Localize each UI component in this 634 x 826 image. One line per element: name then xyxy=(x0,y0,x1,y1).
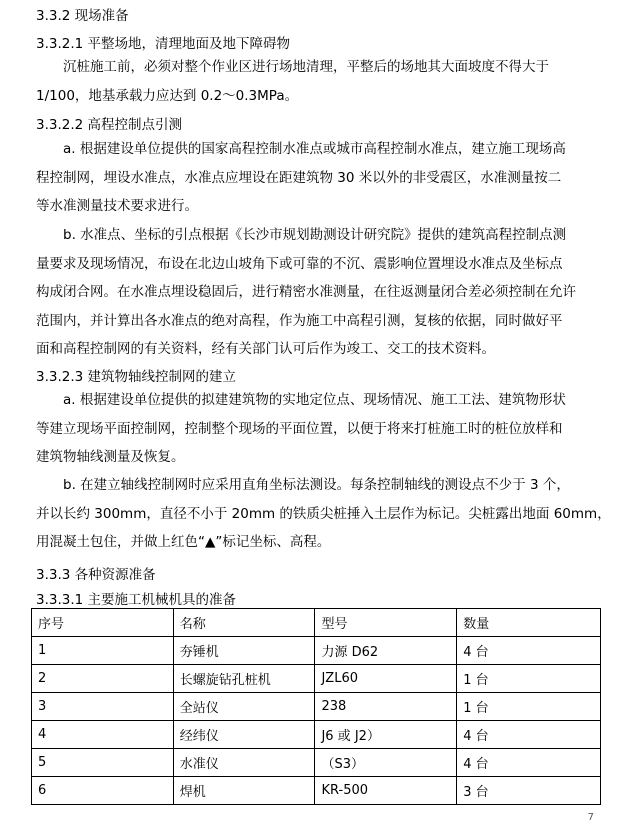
table-header-cell: 数量 xyxy=(457,609,601,637)
table-cell: 全站仪 xyxy=(173,693,315,721)
paragraph-line: 并以长约 300mm，直径不小于 20mm 的铁质尖桩捶入土层作为标记。尖桩露出地面 60mm， xyxy=(36,505,611,522)
table-cell: 焊机 xyxy=(173,777,315,805)
paragraph-line: b. 水准点、坐标的引点根据《长沙市规划勘测设计研究院》提供的建筑高程控制点测 xyxy=(63,227,567,243)
table-row xyxy=(32,665,601,693)
paragraph-line: 1/100，地基承载力应达到 0.2～0.3MPa。 xyxy=(36,87,299,104)
table-cell: KR-500 xyxy=(315,777,457,805)
table-cell: 2 xyxy=(32,665,174,693)
table-cell: 5 xyxy=(32,749,174,777)
table-row xyxy=(32,777,601,805)
table-row xyxy=(32,637,601,665)
table-cell: 4 台 xyxy=(457,721,601,749)
table-row xyxy=(32,721,601,749)
paragraph-axis-network-b xyxy=(36,471,611,557)
heading-3-3-2-1: 3.3.2.1 平整场地，清理地面及地下障碍物 xyxy=(36,36,291,52)
heading-3-3-2-2: 3.3.2.2 高程控制点引测 xyxy=(36,117,183,133)
paragraph-axis-network-a xyxy=(36,386,600,472)
paragraph-line: 程控制网，埋设水准点，水准点应埋设在距建筑物 30 米以外的非受震区，水准测量按二 xyxy=(36,169,562,186)
table-cell: 4 台 xyxy=(457,637,601,665)
paragraph-line: 面和高程控制网的有关资料，经有关部门认可后作为竣工、交工的技术资料。 xyxy=(36,341,495,357)
table-row xyxy=(32,749,601,777)
table-cell: 4 台 xyxy=(457,749,601,777)
paragraph-line: b. 在建立轴线控制网时应采用直角坐标法测设。每条控制轴线的测设点不少于 3 个， xyxy=(63,477,570,493)
paragraph-line: 沉桩施工前，必须对整个作业区进行场地清理，平整后的场地其大面坡度不得大于 xyxy=(63,59,549,75)
paragraph-line: a. 根据建设单位提供的国家高程控制水准点或城市高程控制水准点，建立施工现场高 xyxy=(63,141,566,157)
table-cell: （S3） xyxy=(315,749,457,777)
table-cell: 力源 D62 xyxy=(315,637,457,665)
paragraph-line: 用混凝土包住，并做上红色“▲”标记坐标、高程。 xyxy=(36,534,331,550)
paragraph-line: 等水准测量技术要求进行。 xyxy=(36,198,198,214)
heading-3-3-3-1: 3.3.3.1 主要施工机械机具的准备 xyxy=(36,592,237,608)
heading-3-3-3: 3.3.3 各种资源准备 xyxy=(36,567,156,583)
table-cell: 1 台 xyxy=(457,665,601,693)
paragraph-elevation-control-a xyxy=(36,135,600,221)
table-cell: 1 台 xyxy=(457,693,601,721)
paragraph-line: 等建立现场平面控制网，控制整个现场的平面位置，以便于将来打桩施工时的桩位放样和 xyxy=(36,420,563,437)
table-row xyxy=(32,693,601,721)
heading-3-3-2-3: 3.3.2.3 建筑物轴线控制网的建立 xyxy=(36,369,237,385)
table-cell: 4 xyxy=(32,721,174,749)
paragraph-line: 量要求及现场情况，布设在北边山坡角下或可靠的不沉、震影响位置埋设水准点及坐标点 xyxy=(36,255,563,272)
paragraph-site-clearing xyxy=(36,53,600,110)
table-cell: 1 xyxy=(32,637,174,665)
table-header-cell: 序号 xyxy=(32,609,174,637)
table-cell: 3 xyxy=(32,693,174,721)
table-cell: 水准仪 xyxy=(173,749,315,777)
table-cell: 夯锤机 xyxy=(173,637,315,665)
page-number: 7 xyxy=(587,812,594,823)
table-header-cell: 型号 xyxy=(315,609,457,637)
paragraph-line: 构成闭合网。在水准点埋设稳固后，进行精密水准测量，在往返测量闭合差必须控制在允许 xyxy=(36,284,576,300)
table-cell: JZL60 xyxy=(315,665,457,693)
table-cell: 238 xyxy=(315,693,457,721)
table-cell: 经纬仪 xyxy=(173,721,315,749)
equipment-table xyxy=(31,608,601,805)
table-cell: J6 或 J2） xyxy=(315,721,457,749)
paragraph-line: 建筑物轴线测量及恢复。 xyxy=(36,449,185,465)
table-cell: 长螺旋钻孔桩机 xyxy=(173,665,315,693)
table-cell: 3 台 xyxy=(457,777,601,805)
table-header-cell: 名称 xyxy=(173,609,315,637)
table-header-row xyxy=(32,609,601,637)
paragraph-line: 范围内，并计算出各水准点的绝对高程，作为施工中高程引测，复核的依据，同时做好平 xyxy=(36,312,563,329)
heading-3-3-2: 3.3.2 现场准备 xyxy=(36,8,129,24)
paragraph-elevation-control-b xyxy=(36,221,600,364)
table-cell: 6 xyxy=(32,777,174,805)
paragraph-line: a. 根据建设单位提供的拟建建筑物的实地定位点、现场情况、施工工法、建筑物形状 xyxy=(63,392,566,408)
